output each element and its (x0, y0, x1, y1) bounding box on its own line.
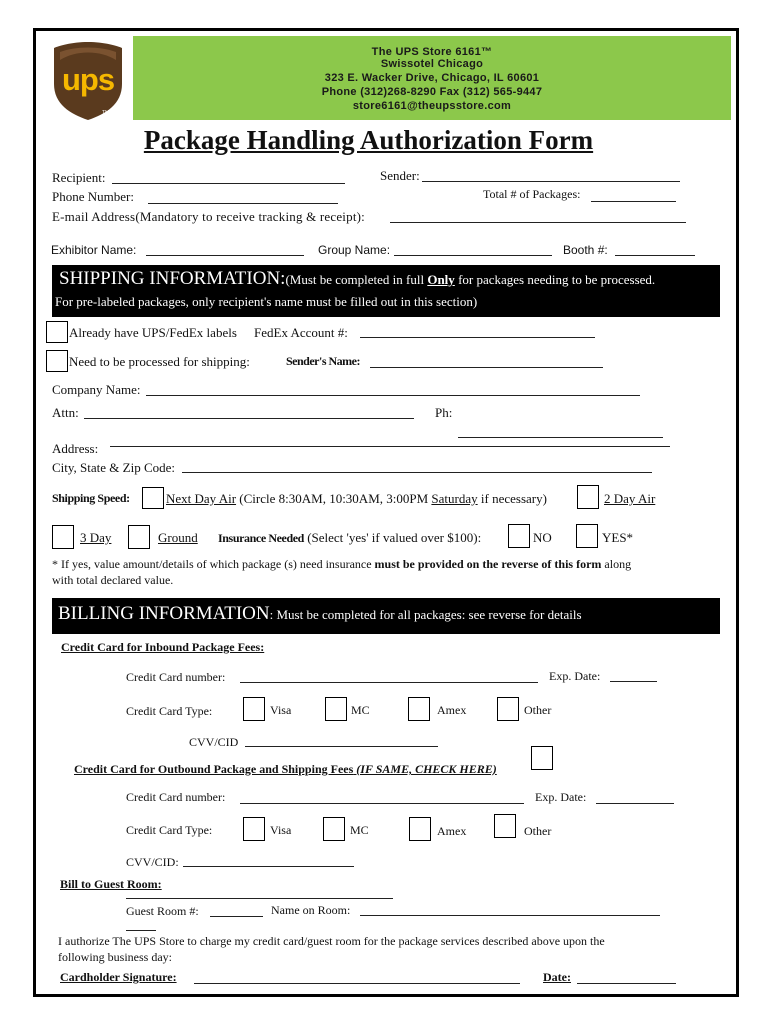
insurance-no-label: NO (533, 530, 552, 545)
inbound-amex-checkbox[interactable] (408, 697, 430, 721)
fedex-account-label: FedEx Account #: (254, 325, 348, 340)
guest-room-field[interactable] (210, 916, 263, 917)
insurance-yes-label: YES* (602, 530, 634, 545)
shipping-note-pre: (Must be completed in full (285, 272, 428, 287)
outbound-amex-label: Amex (437, 824, 467, 838)
total-packages-label: Total # of Packages: (483, 187, 581, 201)
date-label: Date: (543, 970, 571, 984)
ground-checkbox[interactable] (128, 525, 150, 549)
authorize-line1: I authorize The UPS Store to charge my credit card/guest room for the package services described above upon the (58, 934, 605, 948)
store-header (133, 36, 731, 120)
date-field[interactable] (577, 983, 676, 984)
guest-room-title: Bill to Guest Room: (60, 877, 162, 891)
shipping-header-bar (52, 265, 720, 317)
shipping-speed-label: Shipping Speed: (52, 491, 130, 505)
page-title: Package Handling Authorization Form (143, 125, 594, 155)
exhibitor-label: Exhibitor Name: (51, 243, 137, 257)
address-field[interactable] (110, 446, 670, 447)
short-rule (126, 930, 156, 931)
inbound-mc-checkbox[interactable] (325, 697, 347, 721)
footnote-line2: with total declared value. (52, 573, 174, 587)
billing-header-bar (52, 598, 720, 634)
recipient-label: Recipient: (52, 170, 106, 185)
outbound-visa-label: Visa (270, 823, 292, 837)
email-field[interactable] (390, 222, 686, 223)
inbound-cvv-field[interactable] (245, 746, 438, 747)
guest-room-label: Guest Room #: (126, 904, 199, 918)
city-label: City, State & Zip Code: (52, 460, 176, 475)
inbound-cc-type-label: Credit Card Type: (126, 704, 213, 718)
sender-field[interactable] (422, 181, 680, 182)
outbound-amex-checkbox[interactable] (409, 817, 431, 841)
inbound-amex-label: Amex (437, 703, 467, 717)
ups-logo (50, 40, 126, 122)
outbound-cvv-label: CVV/CID: (126, 855, 179, 869)
insurance-note: (Select 'yes' if valued over $100): (303, 530, 482, 545)
outbound-note: (IF SAME, CHECK HERE) (353, 762, 497, 776)
outbound-exp-date-field[interactable] (596, 803, 674, 804)
billing-heading: BILLING INFORMATION (58, 603, 270, 624)
same-card-checkbox[interactable] (531, 746, 553, 770)
next-day-air-checkbox[interactable] (142, 487, 164, 509)
three-day-label: 3 Day (80, 530, 112, 545)
recipient-field[interactable] (112, 183, 345, 184)
inbound-cc-number-label: Credit Card number: (126, 670, 226, 684)
inbound-cc-number-field[interactable] (240, 682, 538, 683)
store-phone: Phone (312)268-8290 Fax (312) 565-9447 (321, 86, 543, 98)
ph-label: Ph: (435, 405, 453, 420)
store-location: Swissotel Chicago (380, 58, 484, 70)
group-label: Group Name: (318, 243, 391, 257)
three-day-checkbox[interactable] (52, 525, 74, 549)
logo-text: ups (62, 62, 115, 97)
name-on-room-field[interactable] (360, 915, 660, 916)
billing-heading-note: : Must be completed for all packages: see reverse for details (269, 607, 582, 622)
guest-room-divider (126, 898, 393, 899)
fedex-account-field[interactable] (360, 337, 595, 338)
inbound-mc-label: MC (351, 703, 370, 717)
outbound-cc-number-label: Credit Card number: (126, 790, 226, 804)
outbound-title: Credit Card for Outbound Package and Shipping Fees (74, 762, 354, 776)
company-field[interactable] (146, 395, 640, 396)
footnote-pre: * If yes, value amount/details of which package (s) need insurance (52, 557, 375, 571)
booth-label: Booth #: (563, 243, 608, 257)
outbound-other-label: Other (524, 824, 552, 838)
signature-label: Cardholder Signature: (60, 970, 177, 984)
group-field[interactable] (394, 255, 552, 256)
store-address: 323 E. Wacker Drive, Chicago, IL 60601 (324, 72, 540, 84)
outbound-other-checkbox[interactable] (494, 814, 516, 838)
inbound-exp-date-field[interactable] (610, 681, 657, 682)
inbound-cvv-label: CVV/CID (189, 735, 239, 749)
store-email: store6161@theupsstore.com (352, 100, 512, 112)
next-day-note-post: if necessary) (477, 491, 547, 506)
logo-trademark: TM (102, 110, 110, 116)
shipping-note-line2: For pre-labeled packages, only recipient's name must be filled out in this section) (55, 294, 478, 309)
insurance-needed-label: Insurance Needed (218, 531, 304, 545)
footnote-post: along (601, 557, 632, 571)
name-on-room-label: Name on Room: (271, 903, 351, 917)
next-day-note-pre: (Circle 8:30AM, 10:30AM, 3:00PM (236, 491, 432, 506)
insurance-yes-checkbox[interactable] (576, 524, 598, 548)
senders-name-label: Sender's Name: (286, 354, 360, 368)
already-labels-label: Already have UPS/FedEx labels (69, 325, 237, 340)
outbound-cc-type-label: Credit Card Type: (126, 823, 213, 837)
company-label: Company Name: (52, 382, 141, 397)
inbound-visa-checkbox[interactable] (243, 697, 265, 721)
attn-label: Attn: (52, 405, 79, 420)
shipping-heading: SHIPPING INFORMATION: (59, 268, 286, 289)
ground-label: Ground (158, 530, 198, 545)
outbound-mc-checkbox[interactable] (323, 817, 345, 841)
shipping-note-only: Only (427, 272, 455, 287)
authorize-line2: following business day: (58, 950, 172, 964)
shipping-note-post: for packages needing to be processed. (454, 272, 656, 287)
outbound-cvv-field[interactable] (183, 866, 354, 867)
store-name: The UPS Store 6161™ (371, 46, 493, 58)
saturday-label: Saturday (431, 491, 478, 506)
inbound-exp-date-label: Exp. Date: (549, 669, 601, 683)
sender-label: Sender: (380, 168, 420, 183)
phone-label: Phone Number: (52, 189, 134, 204)
outbound-exp-date-label: Exp. Date: (535, 790, 587, 804)
city-field[interactable] (182, 472, 652, 473)
two-day-air-label: 2 Day Air (604, 491, 656, 506)
total-packages-field[interactable] (591, 201, 676, 202)
signature-field[interactable] (194, 983, 520, 984)
footnote-bold: must be provided on the reverse of this form (374, 557, 602, 571)
outbound-visa-checkbox[interactable] (243, 817, 265, 841)
inbound-title: Credit Card for Inbound Package Fees: (61, 640, 265, 654)
need-processed-checkbox[interactable] (46, 350, 68, 372)
ph-field[interactable] (458, 437, 663, 438)
inbound-other-label: Other (524, 703, 552, 717)
exhibitor-field[interactable] (146, 255, 304, 256)
already-labels-checkbox[interactable] (46, 321, 68, 343)
senders-name-field[interactable] (370, 367, 603, 368)
email-label: E-mail Address(Mandatory to receive tracking & receipt): (52, 209, 365, 224)
inbound-other-checkbox[interactable] (497, 697, 519, 721)
outbound-cc-number-field[interactable] (240, 803, 524, 804)
phone-field[interactable] (148, 203, 338, 204)
two-day-air-checkbox[interactable] (577, 485, 599, 509)
address-label: Address: (52, 441, 99, 456)
attn-field[interactable] (84, 418, 414, 419)
inbound-visa-label: Visa (270, 703, 292, 717)
outbound-mc-label: MC (350, 823, 369, 837)
insurance-no-checkbox[interactable] (508, 524, 530, 548)
need-processed-label: Need to be processed for shipping: (69, 354, 250, 369)
next-day-air-label: Next Day Air (166, 491, 237, 506)
booth-field[interactable] (615, 255, 695, 256)
